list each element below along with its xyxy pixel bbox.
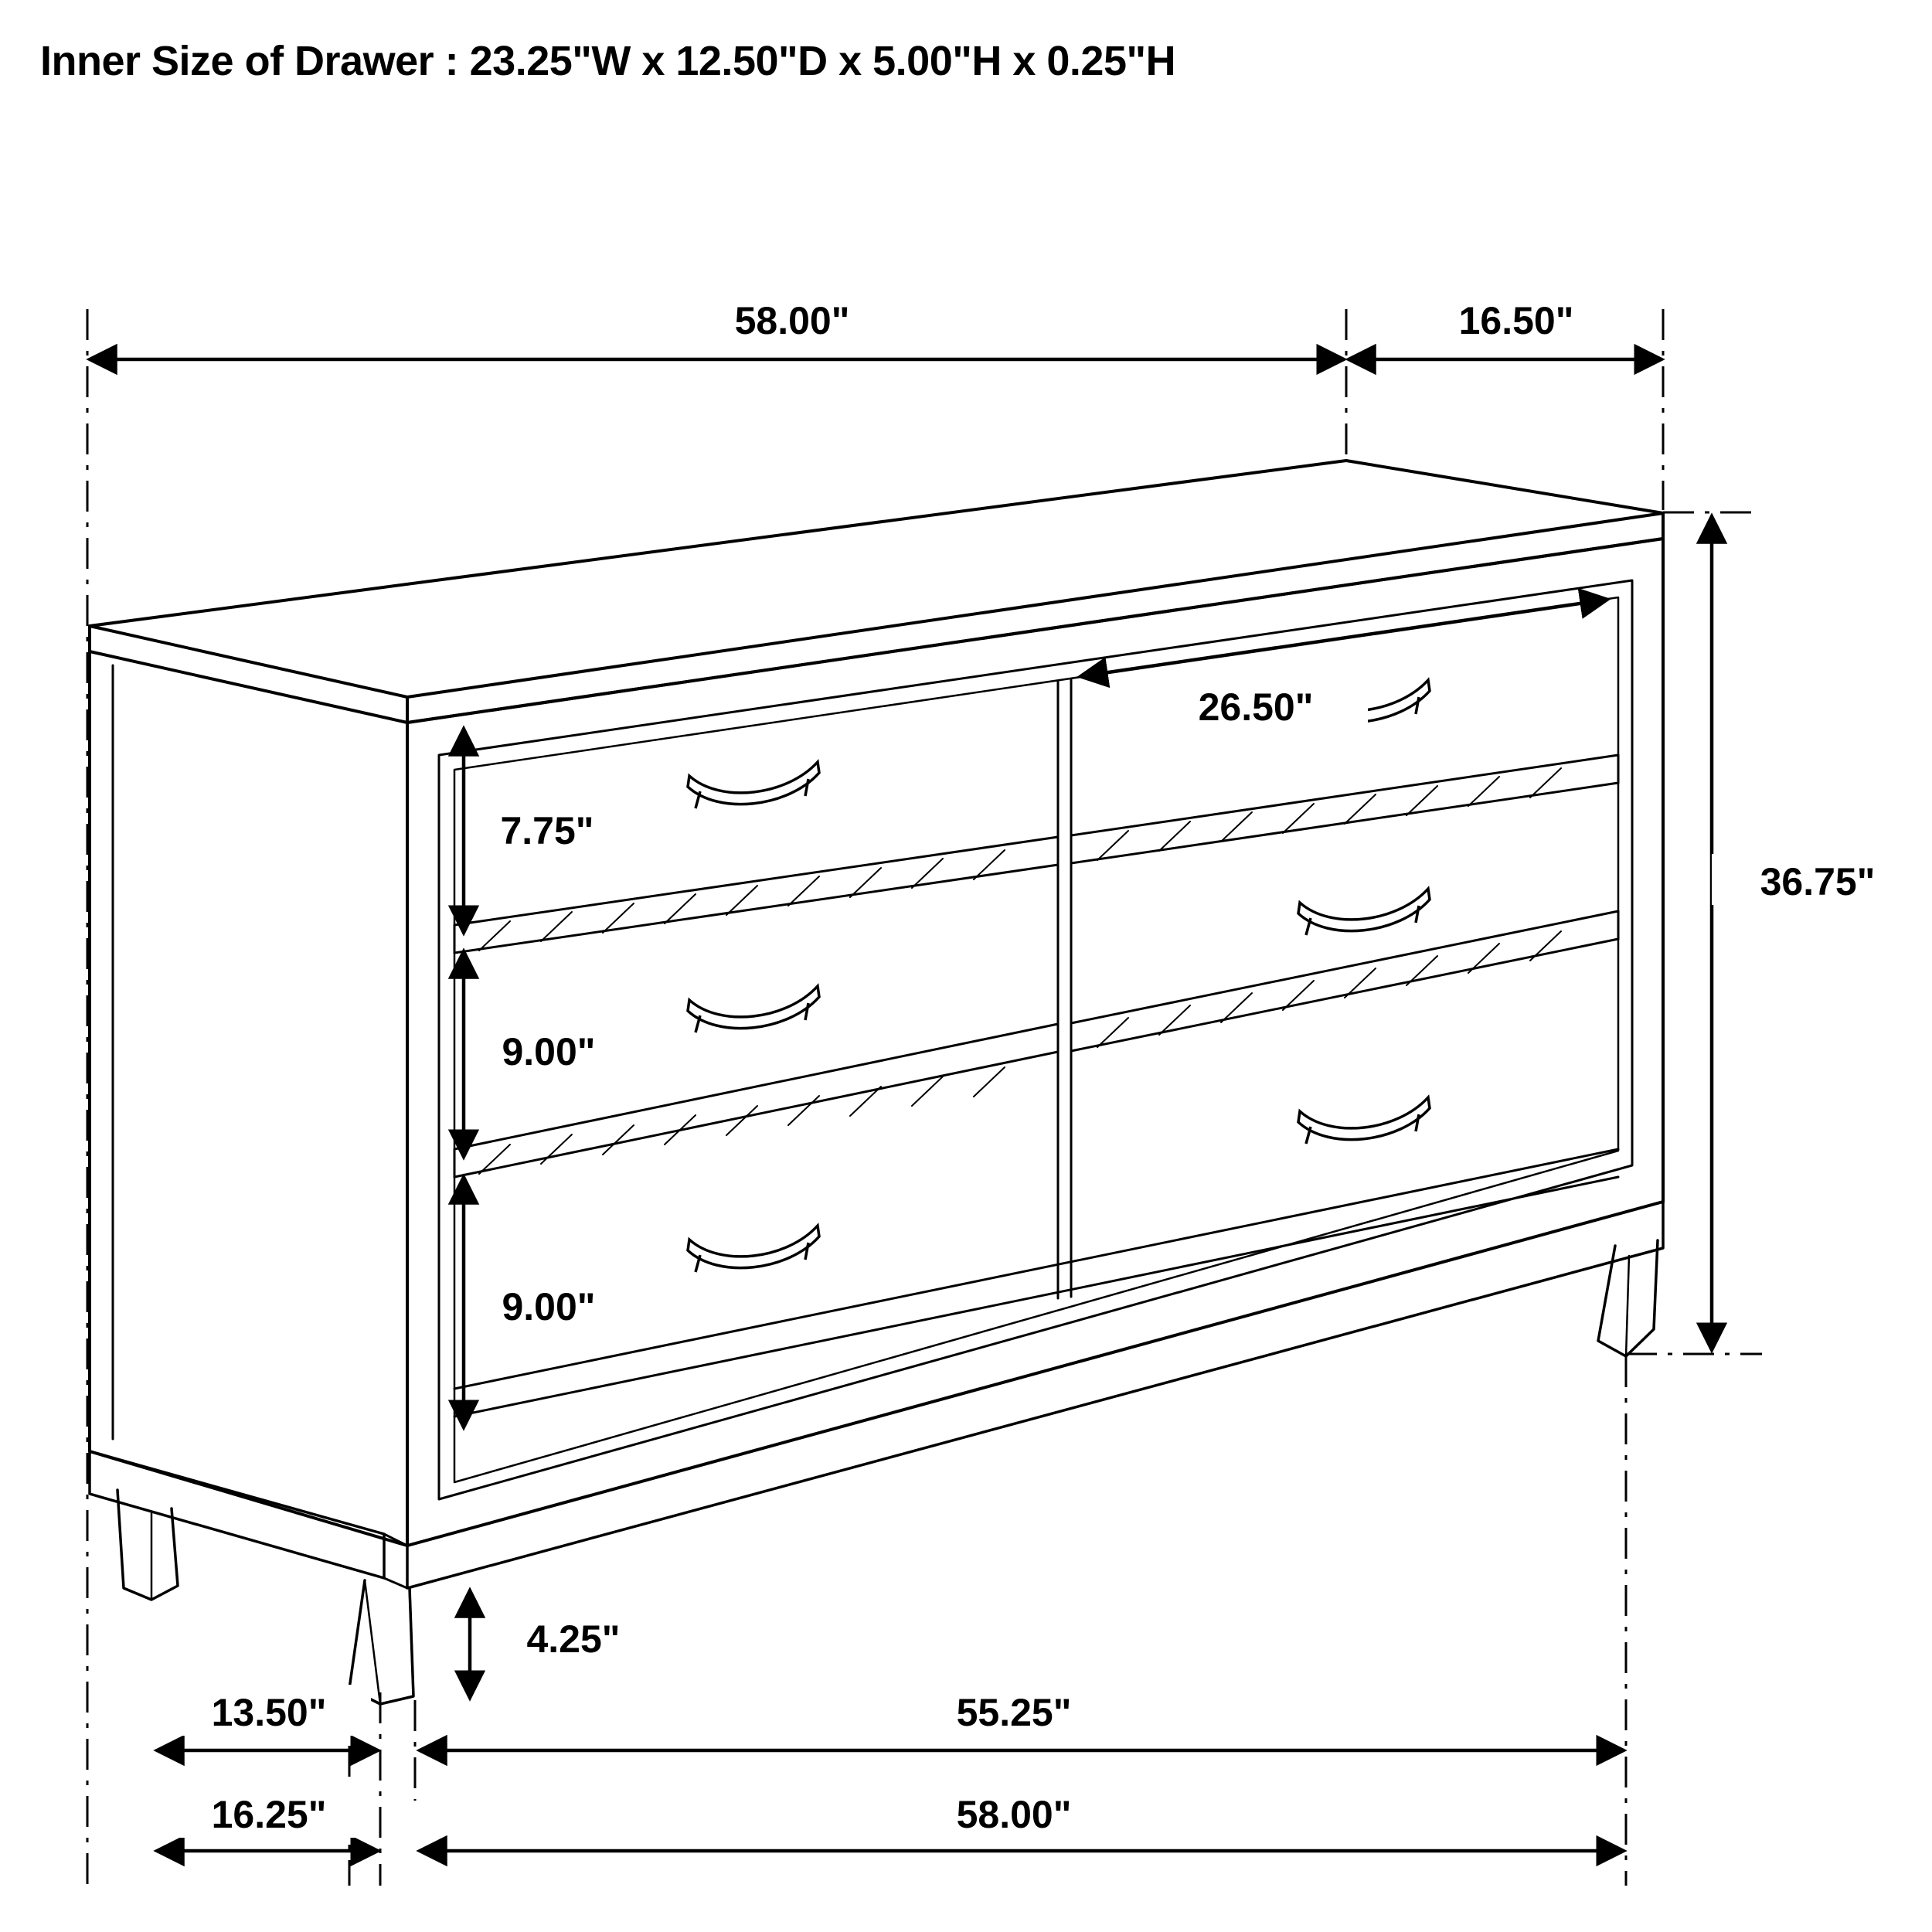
dim-drawer-width: 26.50": [1198, 685, 1314, 729]
dresser-outline: [90, 461, 1663, 1704]
dim-base-depth-outer: 16.25": [211, 1793, 327, 1836]
dim-top-depth: 16.50": [1458, 299, 1574, 342]
dim-drawer-h3: 9.00": [502, 1285, 596, 1328]
page-title: Inner Size of Drawer : 23.25"W x 12.50"D x 5.00"H x 0.25"H: [40, 38, 1176, 84]
dimension-lines: [91, 359, 1712, 1851]
extension-lines: [87, 309, 1762, 1886]
dim-leg-height: 4.25": [526, 1617, 621, 1661]
dim-drawer-h2: 9.00": [502, 1030, 596, 1073]
dim-top-width: 58.00": [734, 299, 850, 342]
dim-base-depth: 13.50": [211, 1691, 327, 1734]
dim-drawer-h1: 7.75": [500, 809, 594, 852]
dim-base-width-inner: 55.25": [956, 1691, 1072, 1734]
dim-overall-height: 36.75": [1760, 860, 1876, 903]
dim-base-width-outer: 58.00": [956, 1793, 1072, 1836]
